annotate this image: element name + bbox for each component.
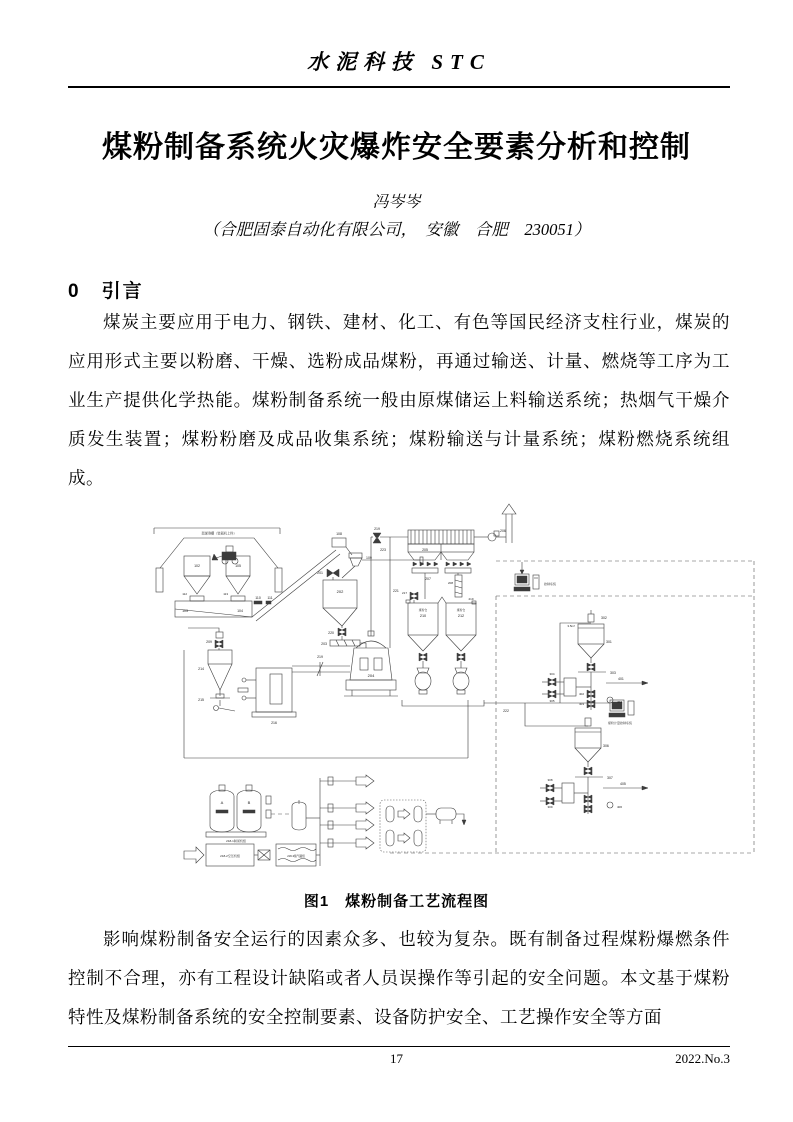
svg-text:307: 307 [607,776,613,780]
svg-text:401: 401 [618,677,624,681]
svg-text:206: 206 [500,529,506,533]
svg-text:218-1制氮机组: 218-1制氮机组 [226,839,246,843]
svg-text:煤粉计量控制系统: 煤粉计量控制系统 [607,721,633,725]
svg-text:302: 302 [601,616,607,620]
svg-text:405: 405 [620,782,626,786]
svg-text:219: 219 [317,655,323,659]
nitrogen-system [184,775,466,866]
svg-text:404: 404 [617,700,623,704]
svg-text:205: 205 [422,548,428,552]
svg-text:306: 306 [603,744,609,748]
svg-text:102: 102 [194,564,200,568]
svg-text:103: 103 [182,609,188,613]
svg-text:303: 303 [610,671,616,675]
svg-text:210: 210 [419,614,427,618]
svg-text:309: 309 [547,805,553,809]
svg-text:111: 111 [267,596,273,600]
svg-text:煤粉仓: 煤粉仓 [456,608,466,612]
wheel-loader-icon [212,546,238,564]
paragraph-discussion: 影响煤粉制备安全运行的因素众多、也较为复杂。既有制备过程煤粉爆燃条件控制不合理，亦有工程设计缺陷或者人员误操作等引起的安全问题。本文基于煤粉特性及煤粉制备系统的安全控制要素、设备防护安全、工艺操作安全等方面 [68,929,730,1027]
svg-text:113: 113 [223,592,228,596]
article-affiliation: （合肥固泰自动化有限公司， 安徽 合肥 230051） [202,220,591,239]
hot-gas-generator [238,662,350,717]
journal-header: 水泥科技 STC [307,50,491,74]
svg-text:控制系统: 控制系统 [544,582,557,586]
svg-text:308: 308 [547,778,553,782]
svg-text:203: 203 [321,642,327,646]
issue-number: 2022.No.3 [675,1051,730,1066]
bag-filter [371,504,516,648]
svg-text:B: B [247,800,251,805]
svg-text:219: 219 [374,527,380,531]
svg-text:212: 212 [457,614,465,618]
svg-text:105: 105 [235,564,241,568]
svg-text:222: 222 [503,709,509,713]
svg-text:112: 112 [182,592,187,596]
paragraph-intro: 煤炭主要应用于电力、钢铁、建材、化工、有色等国民经济支柱行业，煤炭的应用形式主要以粉磨、干燥、选粉成品煤粉，再通过输送、计量、燃烧等工序为工业生产提供化学热能。煤粉制备系统一般由原煤储运上料输送系统；热烟气干燥介质发生装置；煤粉粉磨及成品收集系统；煤粉输送与计量系统；煤粉燃烧系统组成。 [68,312,730,488]
process-flow-diagram [140,500,760,885]
svg-text:223: 223 [380,548,386,552]
svg-text:216: 216 [271,721,277,725]
control-system-boundary [390,561,754,853]
svg-text:221: 221 [393,589,399,593]
svg-text:110: 110 [255,596,261,600]
svg-text:219: 219 [468,597,474,601]
svg-text:104: 104 [237,609,243,613]
article-author: 冯岑岑 [372,194,421,211]
svg-text:215: 215 [198,698,204,702]
svg-text:原煤堆棚（装载机上料）: 原煤堆棚（装载机上料） [201,531,237,536]
svg-text:214: 214 [198,667,204,671]
svg-text:3.5m³: 3.5m³ [567,624,575,628]
weigh-feeder-unit-1 [542,610,648,710]
svg-text:217: 217 [401,591,407,595]
mill-control-computer [514,562,539,591]
coal-powder-silos [402,575,610,706]
svg-text:406: 406 [617,805,623,809]
section-heading: 0 引言 [68,281,144,302]
page-number: 17 [390,1051,403,1066]
raw-coal-shed [154,528,340,621]
svg-text:301: 301 [606,640,612,644]
svg-text:204: 204 [367,673,375,678]
raw-coal-silo [323,569,366,648]
svg-text:403: 403 [578,702,584,706]
svg-text:A: A [220,800,224,805]
svg-text:207: 207 [425,577,431,581]
svg-text:208: 208 [447,581,453,585]
svg-text:109: 109 [366,556,372,560]
footer-rule [68,1046,730,1047]
svg-text:209: 209 [206,640,212,644]
svg-text:218-3储气罐组: 218-3储气罐组 [287,855,305,858]
svg-text:201: 201 [317,571,323,575]
header-rule [68,86,730,88]
figure-caption: 图1 煤粉制备工艺流程图 [303,893,490,910]
svg-text:218-2空压机组: 218-2空压机组 [220,854,240,858]
svg-text:402: 402 [578,692,584,696]
svg-text:220: 220 [328,631,334,635]
svg-text:108: 108 [336,532,342,536]
weigh-feeder-unit-2 [525,703,648,814]
svg-text:煤粉仓: 煤粉仓 [418,608,428,612]
article-title: 煤粉制备系统火灾爆炸安全要素分析和控制 [102,131,691,164]
svg-text:304: 304 [549,672,555,676]
svg-text:305: 305 [549,699,555,703]
svg-text:202: 202 [336,589,344,594]
